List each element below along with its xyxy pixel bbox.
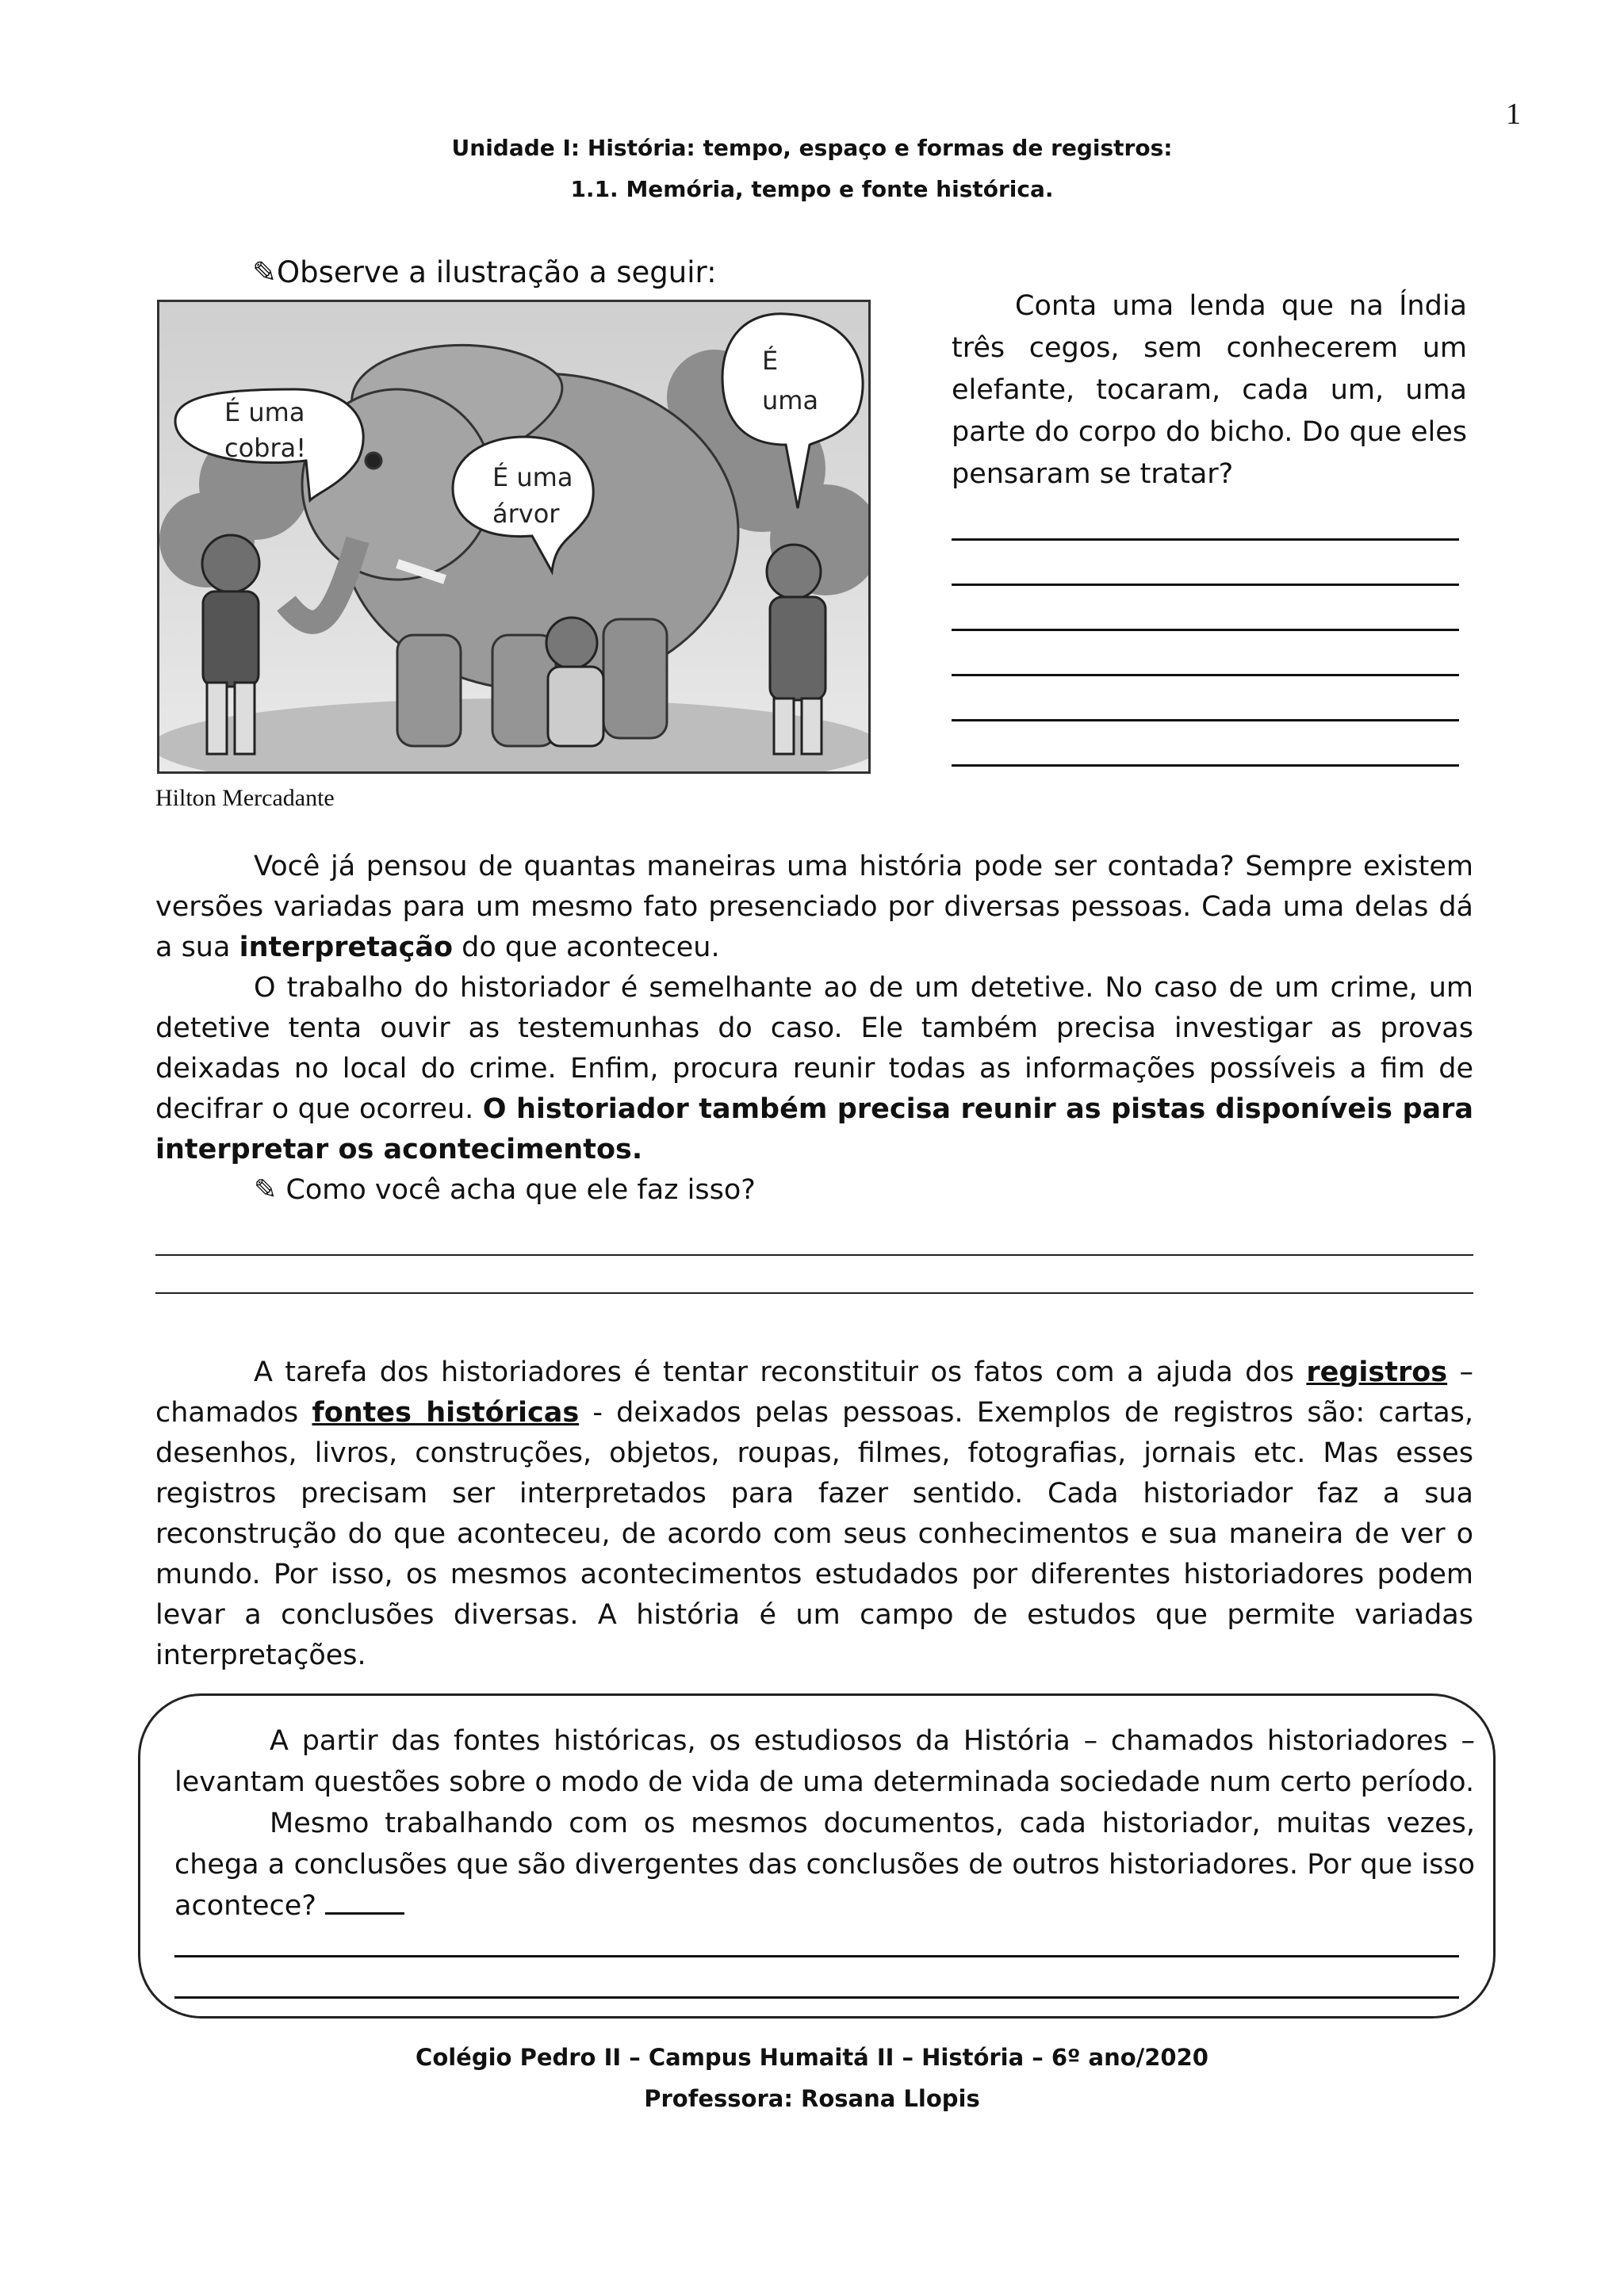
- detective-paragraph: [155, 968, 1473, 1170]
- legend-question-text: Conta uma lenda que na Índia três cegos, sem conhecerem um elefante, tocaram, cada um, uma parte do corpo do bicho. Do que eles pensaram se tratar?: [952, 290, 1467, 490]
- detective-bold-text: O historiador também precisa reunir as pistas disponíveis para interpretar os acontecimentos.: [155, 1093, 1474, 1165]
- bubble-middle-line2: árvor: [492, 499, 560, 529]
- answer-line-6[interactable]: [952, 721, 1459, 767]
- bubble-right-line2: uma: [762, 385, 819, 415]
- legend-question: [952, 285, 1467, 767]
- answer-full-line-2[interactable]: [155, 1292, 1473, 1294]
- box-paragraph-1: A partir das fontes históricas, os estudiosos da História – chamados historiadores – levantam questões sobre o modo de vida de uma determinada sociedade num certo período.: [174, 1725, 1475, 1798]
- sources-text: [155, 1353, 1473, 1676]
- illustration-credit: Hilton Mercadante: [155, 785, 335, 811]
- teacher-footer: Professora: Rosana Llopis: [644, 2085, 980, 2112]
- elephant-illustration: [157, 300, 871, 774]
- sources-text-start: A tarefa dos historiadores é tentar reconstituir os fatos com a ajuda dos: [254, 1357, 1307, 1388]
- bubble-right-line1: É: [762, 346, 779, 376]
- sources-paragraph: [155, 1353, 1473, 1676]
- fontes-historicas-term: fontes históricas: [312, 1397, 580, 1429]
- unit-title: Unidade I: História: tempo, espaço e formas de registros:: [451, 135, 1173, 161]
- box-answer-line-1[interactable]: [325, 1888, 404, 1915]
- answer-line-5[interactable]: [952, 676, 1459, 721]
- box-answer-line-2[interactable]: [174, 1955, 1459, 1957]
- sources-text-end: - deixados pelas pessoas. Exemplos de registros são: cartas, desenhos, livros, construções, objetos, roupas, filmes, fotografias, jornais etc. Mas esses registros precisam ser interpretados para fazer sentido. Cada historiador faz a sua reconstrução do que aconteceu, de acordo com seus conhecimentos e sua maneira de ver o mundo. Por isso, os mesmos acontecimentos estudados por diferentes historiadores podem levar a conclusões diversas. A história é um campo de estudos que permite variadas interpretações.: [155, 1397, 1474, 1671]
- sources-text-mid: – chamados: [155, 1357, 1473, 1429]
- elephant-drawing: [159, 302, 868, 771]
- observe-instruction: ✎Observe a ilustração a seguir:: [252, 255, 717, 289]
- answer-line-3[interactable]: [952, 586, 1459, 631]
- bubble-left-line1: É uma: [224, 397, 305, 427]
- detective-text: O trabalho do historiador é semelhante ao de um detetive. No caso de um crime, um detetive tenta ouvir as testemunhas do caso. Ele também precisa investigar as provas deixadas no local do crime. Enfim, procura reunir todas as informações possíveis a fim de decifrar o que ocorreu.: [155, 972, 1473, 1125]
- answer-line-2[interactable]: [952, 541, 1459, 586]
- answer-line-1[interactable]: [952, 496, 1459, 541]
- box-paragraph-2: [174, 1803, 1475, 1927]
- answer-full-line-1[interactable]: [155, 1254, 1473, 1256]
- interpretation-term: interpretação: [239, 932, 454, 963]
- versions-text-end: do que aconteceu.: [453, 932, 720, 963]
- section-title: 1.1. Memória, tempo e fonte histórica.: [570, 176, 1054, 202]
- bubble-left-line2: cobra!: [224, 433, 307, 463]
- registros-term: registros: [1306, 1357, 1448, 1388]
- bubble-middle-line1: É uma: [492, 462, 573, 492]
- historian-paragraph: [155, 847, 1473, 1211]
- versions-paragraph: [155, 847, 1473, 968]
- school-footer: Colégio Pedro II – Campus Humaitá II – História – 6º ano/2020: [416, 2044, 1208, 2071]
- box-answer-line-3[interactable]: [174, 1996, 1459, 1999]
- box-question: Mesmo trabalhando com os mesmos documentos, cada historiador, muitas vezes, chega a conclusões que são divergentes das conclusões de outros historiadores. Por que isso acontece?: [174, 1808, 1475, 1922]
- how-question: ✎ Como você acha que ele faz isso?: [254, 1174, 756, 1206]
- versions-text: Você já pensou de quantas maneiras uma história pode ser contada? Sempre existem versões variadas para um mesmo fato presenciado por diversas pessoas. Cada uma delas dá a sua: [155, 851, 1473, 963]
- activity-box-text: [174, 1720, 1475, 1927]
- blind-man-middle: [546, 618, 603, 746]
- page-number: 1: [1506, 98, 1521, 131]
- answer-line-4[interactable]: [952, 631, 1459, 676]
